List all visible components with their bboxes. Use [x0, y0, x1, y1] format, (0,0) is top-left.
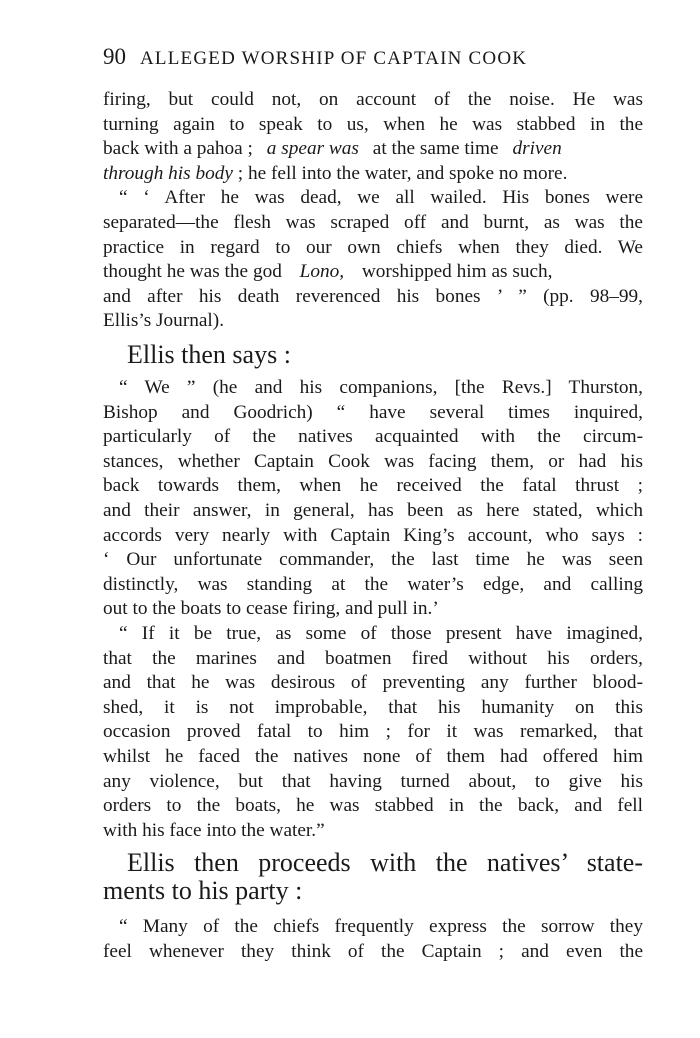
text-line: separated—the flesh was scraped off and burnt, as was the	[103, 211, 643, 233]
text-line: stances, whether Captain Cook was facing them, or had his	[103, 450, 643, 472]
text-line: accords very nearly with Captain King’s account, who says :	[103, 524, 643, 546]
text-line: back towards them, when he received the fatal thrust ;	[103, 475, 643, 497]
paragraph-speculation	[103, 622, 643, 843]
section-heading-continuation	[103, 874, 643, 908]
paragraph-native-account	[103, 186, 643, 334]
text-line: turning again to speak to us, when he was stabbed in the	[103, 113, 643, 135]
text-line: particularly of the natives acquainted with the circum-	[103, 426, 643, 448]
paragraph-chiefs	[103, 915, 643, 964]
text-line: feel whenever they think of the Captain ; and even the	[103, 940, 643, 962]
italic-phrase: driven	[512, 138, 562, 160]
text-line: Bishop and Goodrich) “ have several times inquired,	[103, 401, 643, 423]
text-segment: worshipped him as such,	[361, 261, 553, 283]
text-line: shed, it is not improbable, that his humanity on this	[103, 696, 643, 718]
text-line: “ Many of the chiefs frequently express the sorrow they	[119, 916, 643, 937]
heading-line: Ellis then proceeds with the natives’ state-	[127, 848, 643, 877]
text-line: any violence, but that having turned about, to give his	[103, 770, 643, 792]
heading-line: Ellis then says :	[127, 340, 291, 369]
text-line	[103, 260, 643, 285]
text-line: that the marines and boatmen fired without his orders,	[103, 647, 643, 669]
text-line	[103, 137, 643, 162]
text-segment: at the same time	[372, 138, 499, 160]
page-number: 90	[103, 44, 126, 69]
text-line: “ We ” (he and his companions, [the Revs.] Thurston,	[119, 377, 643, 398]
text-line: orders to the boats, he was stabbed in the back, and fell	[103, 795, 643, 817]
text-line: distinctly, was standing at the water’s edge, and calling	[103, 573, 643, 595]
text-line: with his face into the water.”	[103, 819, 325, 841]
text-line: whilst he faced the natives none of them had offered him	[103, 745, 643, 767]
text-line: “ If it be true, as some of those present have imagined,	[119, 623, 643, 644]
text-line: and that he was desirous of preventing any further blood-	[103, 672, 643, 694]
italic-phrase: through his body	[103, 162, 233, 184]
text-line: out to the boats to cease firing, and pull in.’	[103, 598, 439, 620]
text-line: Ellis’s Journal).	[103, 310, 225, 332]
text-line: “ ‘ After he was dead, we all wailed. His bones were	[119, 187, 643, 209]
text-line	[103, 162, 643, 187]
heading-line: ments to his party :	[103, 876, 303, 905]
italic-phrase: a spear was	[266, 138, 359, 160]
text-line: firing, but could not, on account of the noise. He was	[103, 89, 643, 110]
text-line: practice in regard to our own chiefs when they died. We	[103, 236, 643, 258]
text-line: and after his death reverenced his bones ’ ” (pp. 98–99,	[103, 285, 643, 307]
text-line: occasion proved fatal to him ; for it was remarked, that	[103, 721, 643, 743]
text-line: ‘ Our unfortunate commander, the last time he was seen	[103, 549, 643, 571]
running-title: ALLEGED WORSHIP OF CAPTAIN COOK	[140, 48, 528, 69]
paragraph-continuation	[103, 88, 643, 186]
italic-phrase: Lono,	[299, 261, 345, 283]
running-header	[103, 44, 643, 74]
text-line: and their answer, in general, has been as here stated, which	[103, 499, 643, 521]
text-segment: ; he fell into the water, and spoke no more.	[232, 162, 568, 184]
text-segment: back with a pahoa ;	[103, 138, 253, 160]
text-segment: thought he was the god	[103, 261, 282, 283]
section-heading	[127, 338, 643, 372]
paragraph-ellis-quote	[103, 376, 643, 622]
